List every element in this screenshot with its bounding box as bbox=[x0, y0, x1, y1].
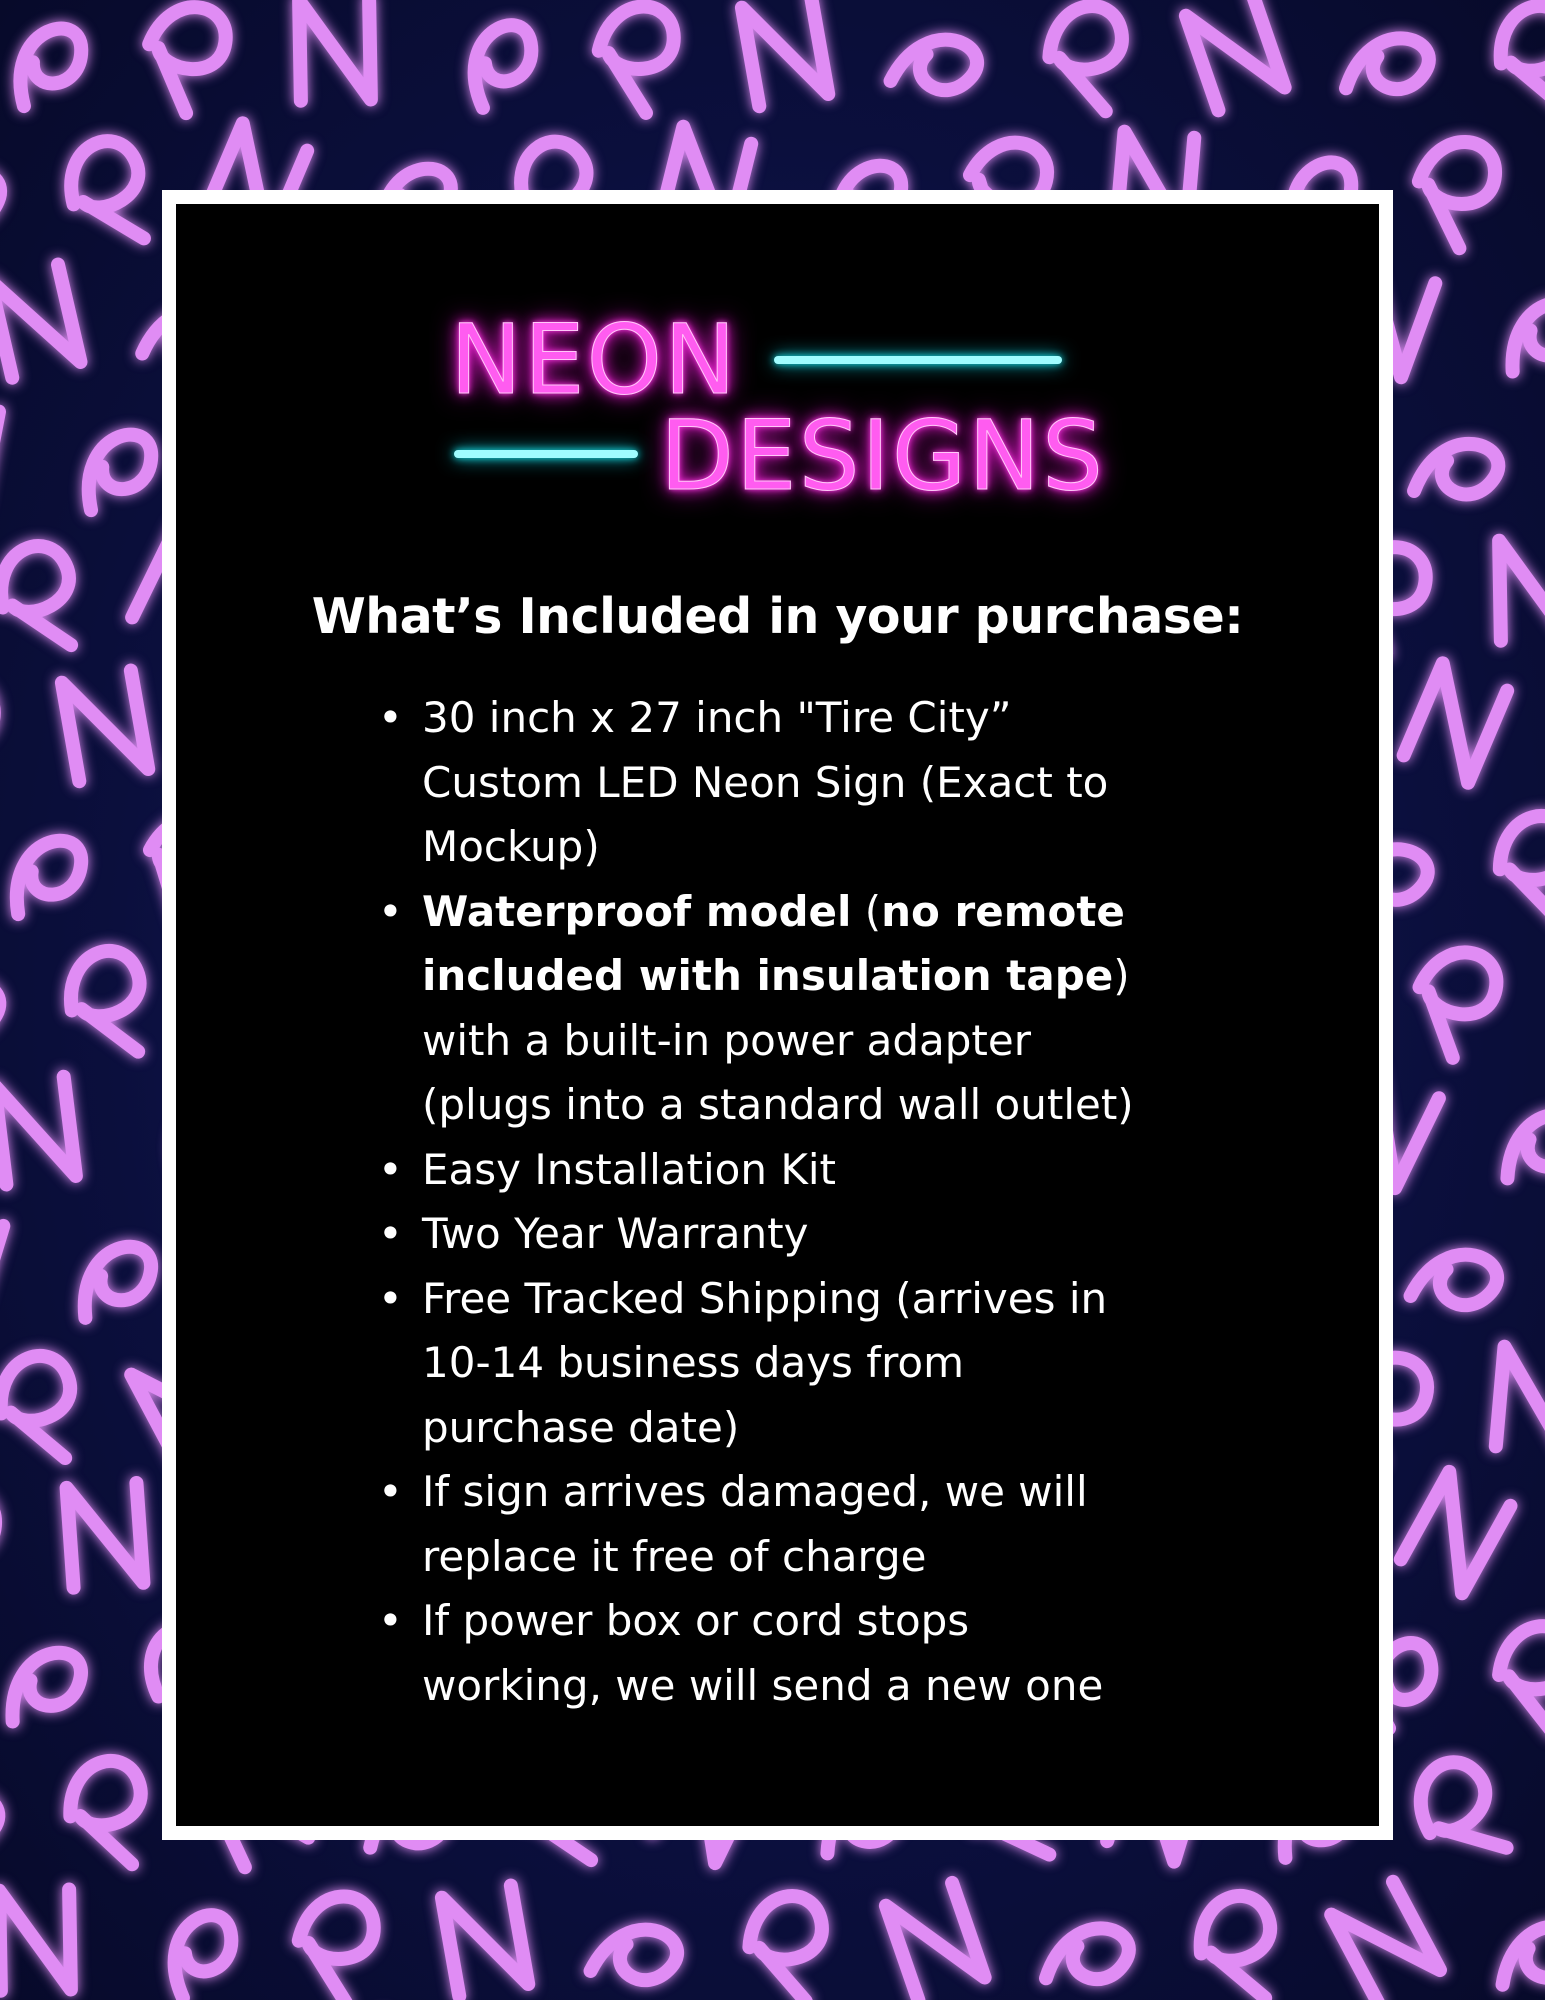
list-item-line: Mockup) bbox=[422, 822, 600, 871]
list-item bbox=[372, 1202, 1232, 1267]
neon-glyph bbox=[1404, 663, 1508, 782]
neon-glyph bbox=[8, 838, 88, 915]
list-item-line: Easy Installation Kit bbox=[422, 1144, 837, 1194]
list-item-line: replace it free of charge bbox=[422, 1531, 927, 1581]
list-item-line bbox=[422, 880, 1232, 945]
neon-glyph bbox=[0, 265, 80, 378]
neon-glyph bbox=[0, 164, 3, 241]
included-heading: What’s Included in your purchase: bbox=[311, 588, 1244, 645]
bullet: • bbox=[378, 1596, 403, 1645]
neon-glyph bbox=[0, 1205, 3, 1321]
neon-glyph bbox=[1398, 938, 1506, 1062]
neon-glyph bbox=[1499, 539, 1545, 640]
bullet: • bbox=[378, 1467, 403, 1516]
included-list bbox=[372, 686, 1232, 1718]
list-item bbox=[372, 1589, 1232, 1718]
neon-glyph bbox=[442, 1886, 528, 1997]
neon-glyph bbox=[1404, 1751, 1517, 1876]
plain-text: ) bbox=[1113, 951, 1130, 1000]
logo-line-top bbox=[774, 356, 1062, 364]
list-item-line: Two Year Warranty bbox=[422, 1209, 809, 1258]
list-item-line: If sign arrives damaged, we will bbox=[422, 1467, 1088, 1516]
neon-glyph bbox=[0, 1353, 76, 1463]
neon-glyph bbox=[591, 1912, 684, 2000]
bullet: • bbox=[378, 1144, 403, 1194]
neon-glyph bbox=[0, 1889, 71, 1990]
list-item bbox=[372, 1267, 1232, 1461]
neon-glyph bbox=[1496, 1347, 1545, 1453]
neon-glyph bbox=[1403, 130, 1504, 251]
logo-word-neon: NEON bbox=[450, 304, 738, 416]
list-item-line bbox=[422, 944, 1232, 1009]
neon-glyph bbox=[1493, 1621, 1545, 1733]
neon-glyph bbox=[1331, 1882, 1440, 2000]
list-item-line: working, we will send a new one bbox=[422, 1660, 1104, 1710]
neon-glyph bbox=[746, 1893, 824, 2000]
neon-glyph bbox=[0, 1480, 4, 1601]
list-item-line: 30 inch x 27 inch "Tire City” bbox=[422, 693, 1012, 742]
neon-glyph bbox=[1046, 3, 1124, 112]
neon-glyph bbox=[1503, 1919, 1545, 1996]
neon-glyph bbox=[1411, 1237, 1504, 1328]
list-item-line: Custom LED Neon Sign (Exact to bbox=[422, 757, 1109, 807]
bold-text: no remote bbox=[881, 886, 1125, 936]
list-item bbox=[372, 686, 1232, 880]
neon-glyph bbox=[1507, 1112, 1545, 1182]
neon-glyph bbox=[891, 22, 984, 113]
neon-glyph bbox=[62, 671, 148, 782]
neon-glyph bbox=[0, 1077, 76, 1185]
neon-glyph bbox=[77, 431, 160, 511]
neon-glyph bbox=[0, 541, 82, 657]
bullet: • bbox=[378, 693, 403, 742]
neon-glyph bbox=[61, 135, 155, 253]
neon-glyph bbox=[78, 1245, 155, 1318]
logo-line-bottom bbox=[454, 450, 638, 458]
list-item-line: 10-14 business days from bbox=[422, 1338, 965, 1387]
neon-glyph bbox=[7, 24, 93, 106]
neon-glyph bbox=[588, 0, 681, 115]
plain-text: ( bbox=[851, 886, 882, 936]
neon-glyph bbox=[9, 1652, 83, 1722]
list-item-line: If power box or cord stops bbox=[422, 1596, 970, 1645]
bold-text: included with insulation tape bbox=[422, 951, 1114, 1000]
neon-glyph bbox=[886, 1883, 985, 2000]
neon-glyph bbox=[1496, 3, 1545, 113]
neon-designs-logo bbox=[420, 290, 1140, 520]
neon-glyph bbox=[0, 1779, 4, 1866]
list-item-line: (plugs into a standard wall outlet) bbox=[422, 1080, 1134, 1129]
list-item-line: purchase date) bbox=[422, 1402, 740, 1452]
bullet: • bbox=[378, 886, 403, 936]
neon-glyph bbox=[1509, 302, 1545, 372]
neon-glyph bbox=[130, 0, 235, 117]
neon-glyph bbox=[1499, 815, 1545, 920]
neon-glyph bbox=[456, 19, 548, 108]
neon-glyph bbox=[0, 972, 4, 1054]
neon-glyph bbox=[1414, 429, 1504, 516]
list-item bbox=[372, 1138, 1232, 1203]
neon-glyph bbox=[742, 0, 828, 106]
neon-glyph bbox=[1401, 1472, 1511, 1593]
neon-glyph bbox=[1186, 0, 1285, 110]
neon-glyph bbox=[1046, 1915, 1134, 2000]
neon-glyph bbox=[1346, 25, 1434, 110]
list-item bbox=[372, 1460, 1232, 1589]
bold-text: Waterproof model bbox=[422, 886, 852, 936]
bullet: • bbox=[378, 1209, 403, 1258]
list-item-line: with a built-in power adapter bbox=[422, 1015, 1031, 1065]
neon-glyph bbox=[156, 1909, 248, 1998]
neon-glyph bbox=[288, 1888, 381, 2000]
neon-glyph bbox=[1196, 1893, 1276, 2000]
neon-glyph bbox=[64, 947, 149, 1060]
neon-glyph bbox=[67, 1483, 144, 1588]
logo-word-designs: DESIGNS bbox=[660, 400, 1105, 512]
neon-glyph bbox=[299, 0, 371, 101]
list-item-line: Free Tracked Shipping (arrives in bbox=[422, 1273, 1108, 1323]
bullet: • bbox=[378, 1273, 403, 1323]
neon-glyph bbox=[68, 1760, 143, 1866]
list-item bbox=[372, 880, 1232, 1138]
